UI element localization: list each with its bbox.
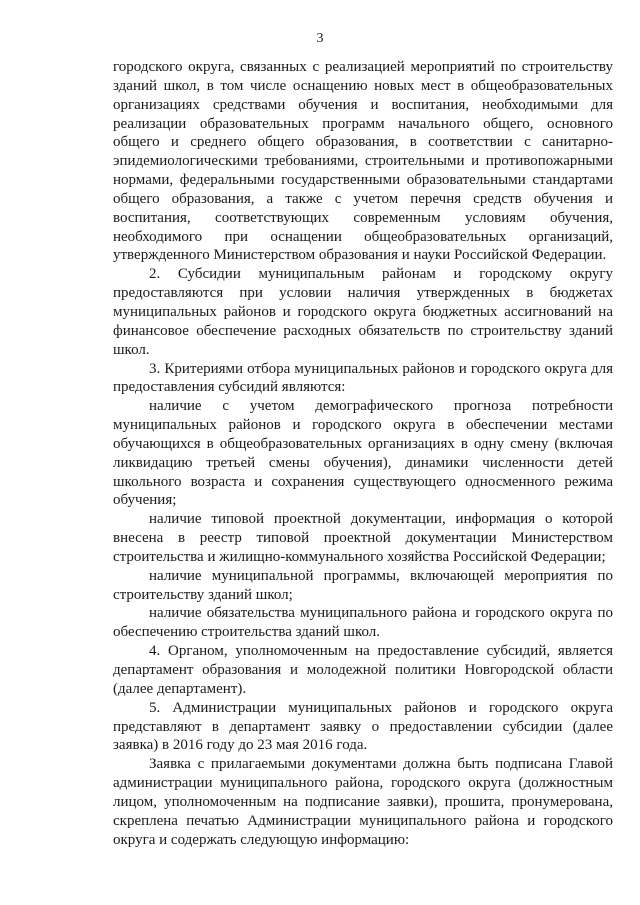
- paragraph-3-selection-criteria: 3. Критериями отбора муниципальных районов и городского округа для предоставления субсидий являются:: [113, 360, 613, 396]
- paragraph-application-requirements: Заявка с прилагаемыми документами должна быть подписана Главой администрации муниципального района, городского округа (должностным лицом, уполномоченным на подписание заявки), прошита, пронумерована, скреплена печатью Администрации муниципального района и городского округа и содержать следующую информацию:: [113, 756, 613, 848]
- criterion-demographic-need: наличие с учетом демографического прогноза потребности муниципальных районов и городского округа в обеспечении местами обучающихся в общеобразовательных организациях в одну смену (включая ликвидацию третьей смены обучения), динамики численности детей школьного возраста и сохранения существующего односменного режима обучения;: [113, 398, 613, 509]
- paragraph-4-authorized-body: 4. Органом, уполномоченным на предоставление субсидий, является департамент образования и молодежной политики Новгородской области (далее департамент).: [113, 643, 613, 697]
- page-number: 3: [316, 31, 324, 46]
- criterion-typical-design-docs: наличие типовой проектной документации, информация о которой внесена в реестр типовой проектной документации Министерством строительства и жилищно-коммунального хозяйства Российской Федерации;: [113, 511, 613, 565]
- criterion-construction-obligation: наличие обязательства муниципального района и городского округа по обеспечению строительства зданий школ.: [113, 605, 613, 641]
- paragraph-continuation: городского округа, связанных с реализацией мероприятий по строительству зданий школ, в том числе оснащению новых мест в общеобразовательных организациях средствами обучения и воспитания, необходимыми для реализации образовательных программ начального общего, основного общего и среднего общего образования, в соответствии с санитарно-эпидемиологическими требованиями, строительными и противопожарными нормами, федеральными государственными образовательными стандартами общего образования, а также с учетом перечня средств обучения и воспитания, соответствующих современным условиям обучения, необходимого при оснащении общеобразовательных организаций, утвержденного Министерством образования и науки Российской Федерации.: [113, 59, 613, 264]
- document-body: [113, 58, 613, 849]
- paragraph-2-subsidies-conditions: 2. Субсидии муниципальным районам и городскому округу предоставляются при условии наличия утвержденных в бюджетах муниципальных районов и городского округа бюджетных ассигнований на финансовое обеспечение расходных обязательств по строительству зданий школ.: [113, 266, 613, 358]
- paragraph-5-application-deadline: 5. Администрации муниципальных районов и городского округа представляют в департамент заявку о предоставлении субсидии (далее заявка) в 2016 году до 23 мая 2016 года.: [113, 699, 613, 754]
- criterion-municipal-program: наличие муниципальной программы, включающей мероприятия по строительству зданий школ;: [113, 567, 613, 603]
